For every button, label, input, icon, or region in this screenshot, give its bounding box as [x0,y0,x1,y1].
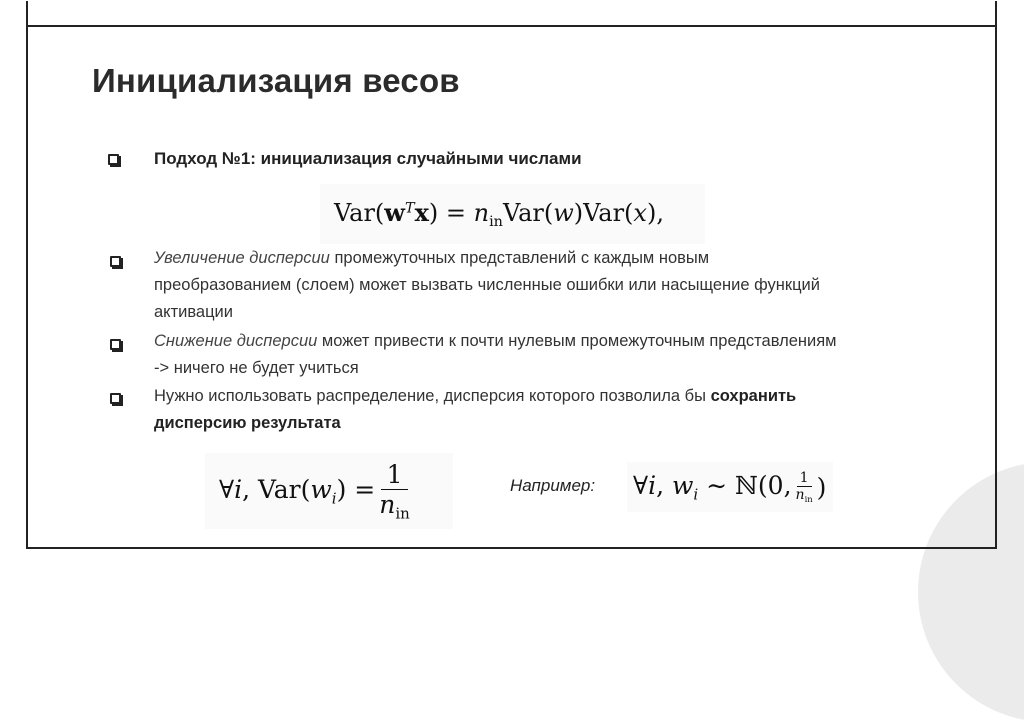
init-variance-formula: ∀i, $Var(w_i)$ = $\frac{1}{n_{in}}$ [205,453,453,529]
checkbox-bullet-icon [108,154,119,165]
bullet-italic-1: Увеличение дисперсии [154,249,330,267]
bullet-body-3: Нужно использовать распределение, дисперсия которого позволила бы [154,387,711,405]
bullet-text-1 [154,245,844,326]
bullet-text-3 [154,383,844,437]
checkbox-bullet-icon [110,393,121,404]
bullet-body-1: промежуточных представлений с каждым новым преобразованием (слоем) может вызвать численные ошибки или насыщение функций активации [154,249,820,321]
bullet-italic-2: Снижение дисперсии [154,332,318,350]
checkbox-bullet-icon [110,339,121,350]
bullet-text-2 [154,328,844,382]
bullet-bold-3: сохранить дисперсию результата [154,387,797,432]
normal-distribution-formula: ∀i, $w_i$ ∼ ℕ(0, $\frac{1}{n_{in}}$ ) [627,462,833,512]
slide-title: Инициализация весов [92,62,460,99]
bullet-body-2: может привести к почти нулевым промежуточным представлениям -> ничего не будет учиться [154,332,837,377]
example-label: Например: [510,476,596,495]
checkbox-bullet-icon [110,256,121,267]
section-heading: Подход №1: инициализация случайными числами [154,149,582,168]
variance-formula: $Var(w^Tx) = n_{in}Var(w)Var(x)$, [320,184,705,244]
